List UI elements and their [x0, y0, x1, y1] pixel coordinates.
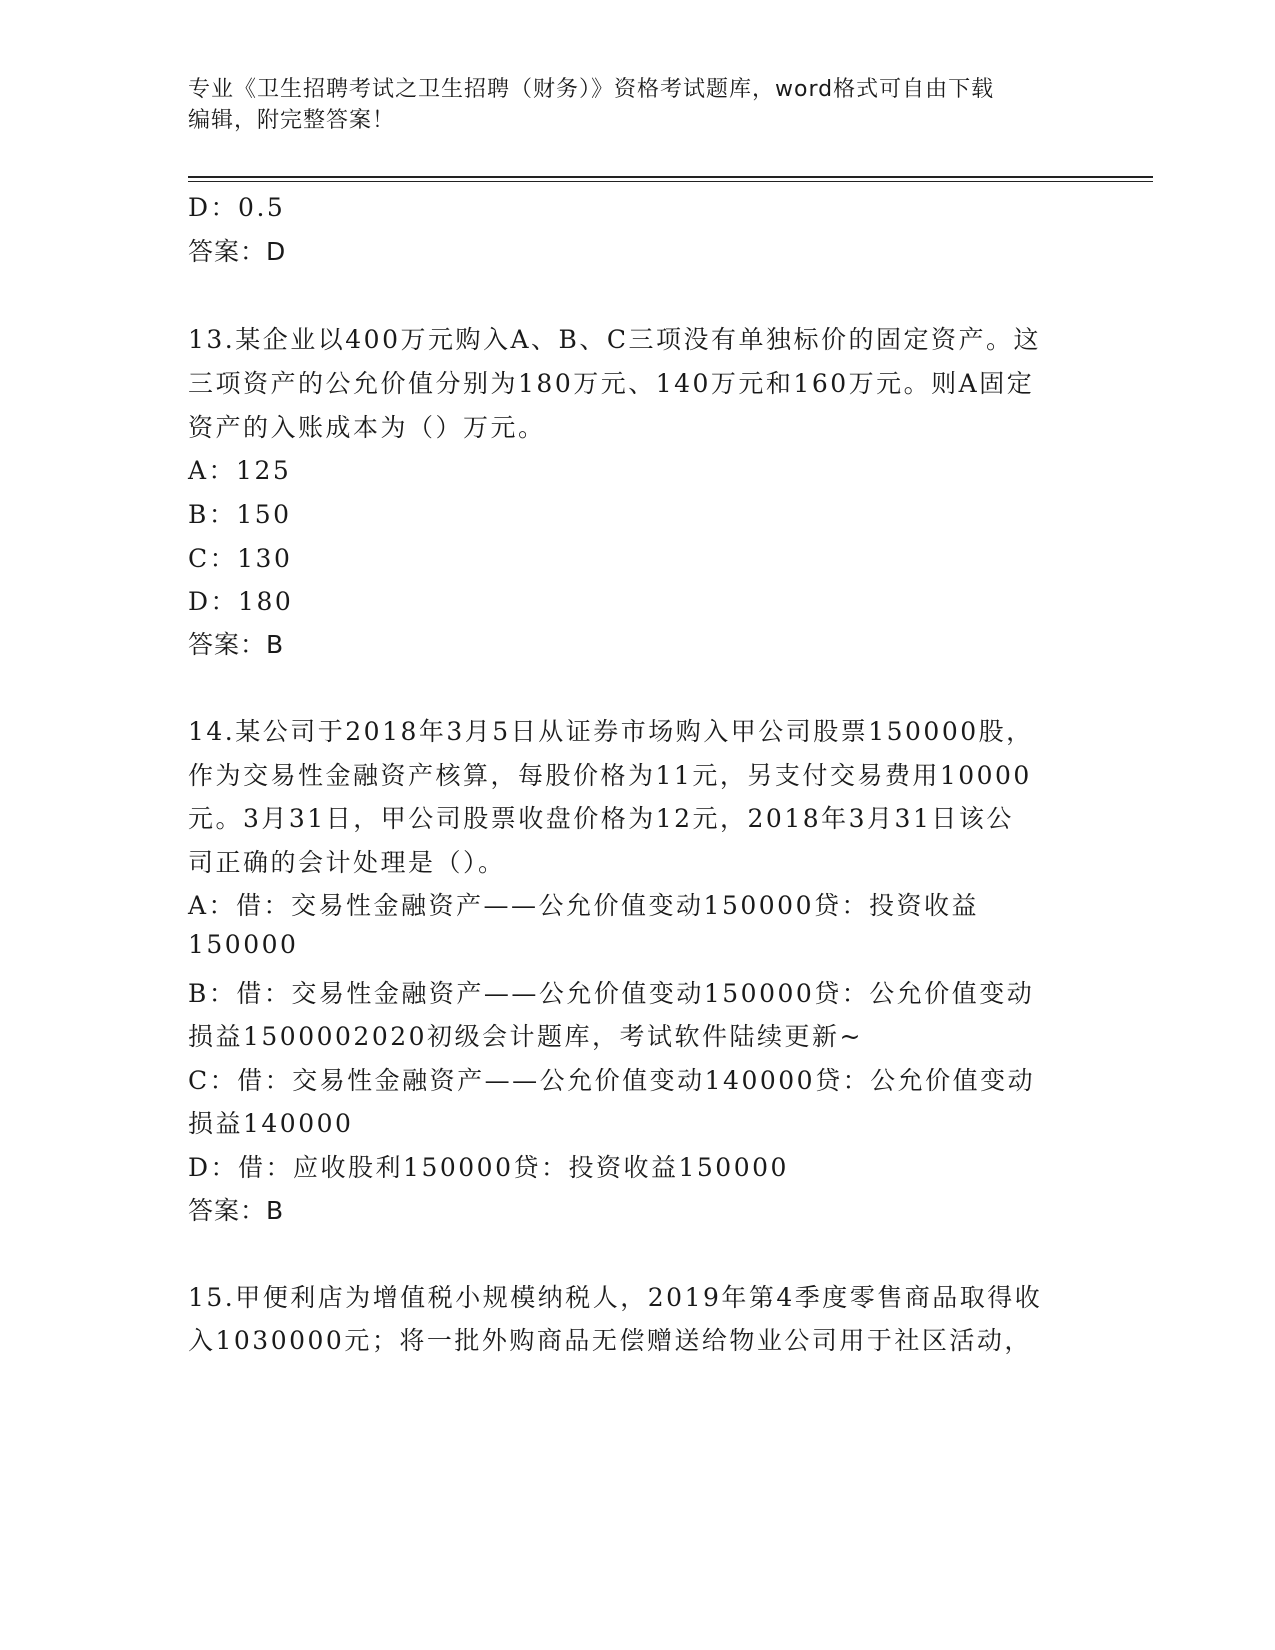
q15-stem-line-1: 15.甲便利店为增值税小规模纳税人，2019年第4季度零售商品取得收 [188, 1283, 1043, 1312]
prev-answer: 答案：D [188, 237, 287, 266]
q14-answer: 答案：B [188, 1196, 285, 1225]
prev-option-d: D：0.5 [188, 193, 286, 222]
q14-option-b-cont: 损益1500002020初级会计题库，考试软件陆续更新~ [188, 1022, 864, 1051]
q13-stem-line-1: 13.某企业以400万元购入A、B、C三项没有单独标价的固定资产。这 [188, 325, 1042, 354]
header-divider-thin [188, 181, 1153, 182]
q14-option-c-cont: 损益140000 [188, 1109, 354, 1138]
q13-answer: 答案：B [188, 630, 285, 659]
header-line-2: 编辑，附完整答案！ [188, 108, 396, 133]
q14-option-d: D：借：应收股利150000贷：投资收益150000 [188, 1153, 789, 1182]
q13-option-a: A：125 [188, 456, 292, 485]
q14-stem-line-4: 司正确的会计处理是（）。 [188, 848, 506, 877]
q14-stem-line-2: 作为交易性金融资产核算，每股价格为11元，另支付交易费用10000 [188, 761, 1032, 790]
q14-option-c: C：借：交易性金融资产——公允价值变动140000贷：公允价值变动 [188, 1066, 1036, 1095]
q13-stem-line-3: 资产的入账成本为（）万元。 [188, 413, 546, 442]
page-header [188, 74, 1068, 136]
q14-option-a: A：借：交易性金融资产——公允价值变动150000贷：投资收益 [188, 891, 979, 920]
q14-option-b: B：借：交易性金融资产——公允价值变动150000贷：公允价值变动 [188, 979, 1035, 1008]
q13-stem-line-2: 三项资产的公允价值分别为180万元、140万元和160万元。则A固定 [188, 369, 1035, 398]
header-divider-thick [188, 176, 1153, 178]
q15-stem-line-2: 入1030000元；将一批外购商品无偿赠送给物业公司用于社区活动， [188, 1326, 1032, 1355]
q14-stem-line-3: 元。3月31日，甲公司股票收盘价格为12元，2018年3月31日该公 [188, 804, 1014, 833]
q14-option-a-cont: 150000 [188, 930, 299, 959]
q13-option-c: C：130 [188, 544, 293, 573]
q13-option-b: B：150 [188, 500, 292, 529]
q14-stem-line-1: 14.某公司于2018年3月5日从证券市场购入甲公司股票150000股， [188, 717, 1034, 746]
header-line-1: 专业《卫生招聘考试之卫生招聘（财务）》资格考试题库，word格式可自由下载 [188, 77, 995, 102]
q13-option-d: D：180 [188, 587, 294, 616]
